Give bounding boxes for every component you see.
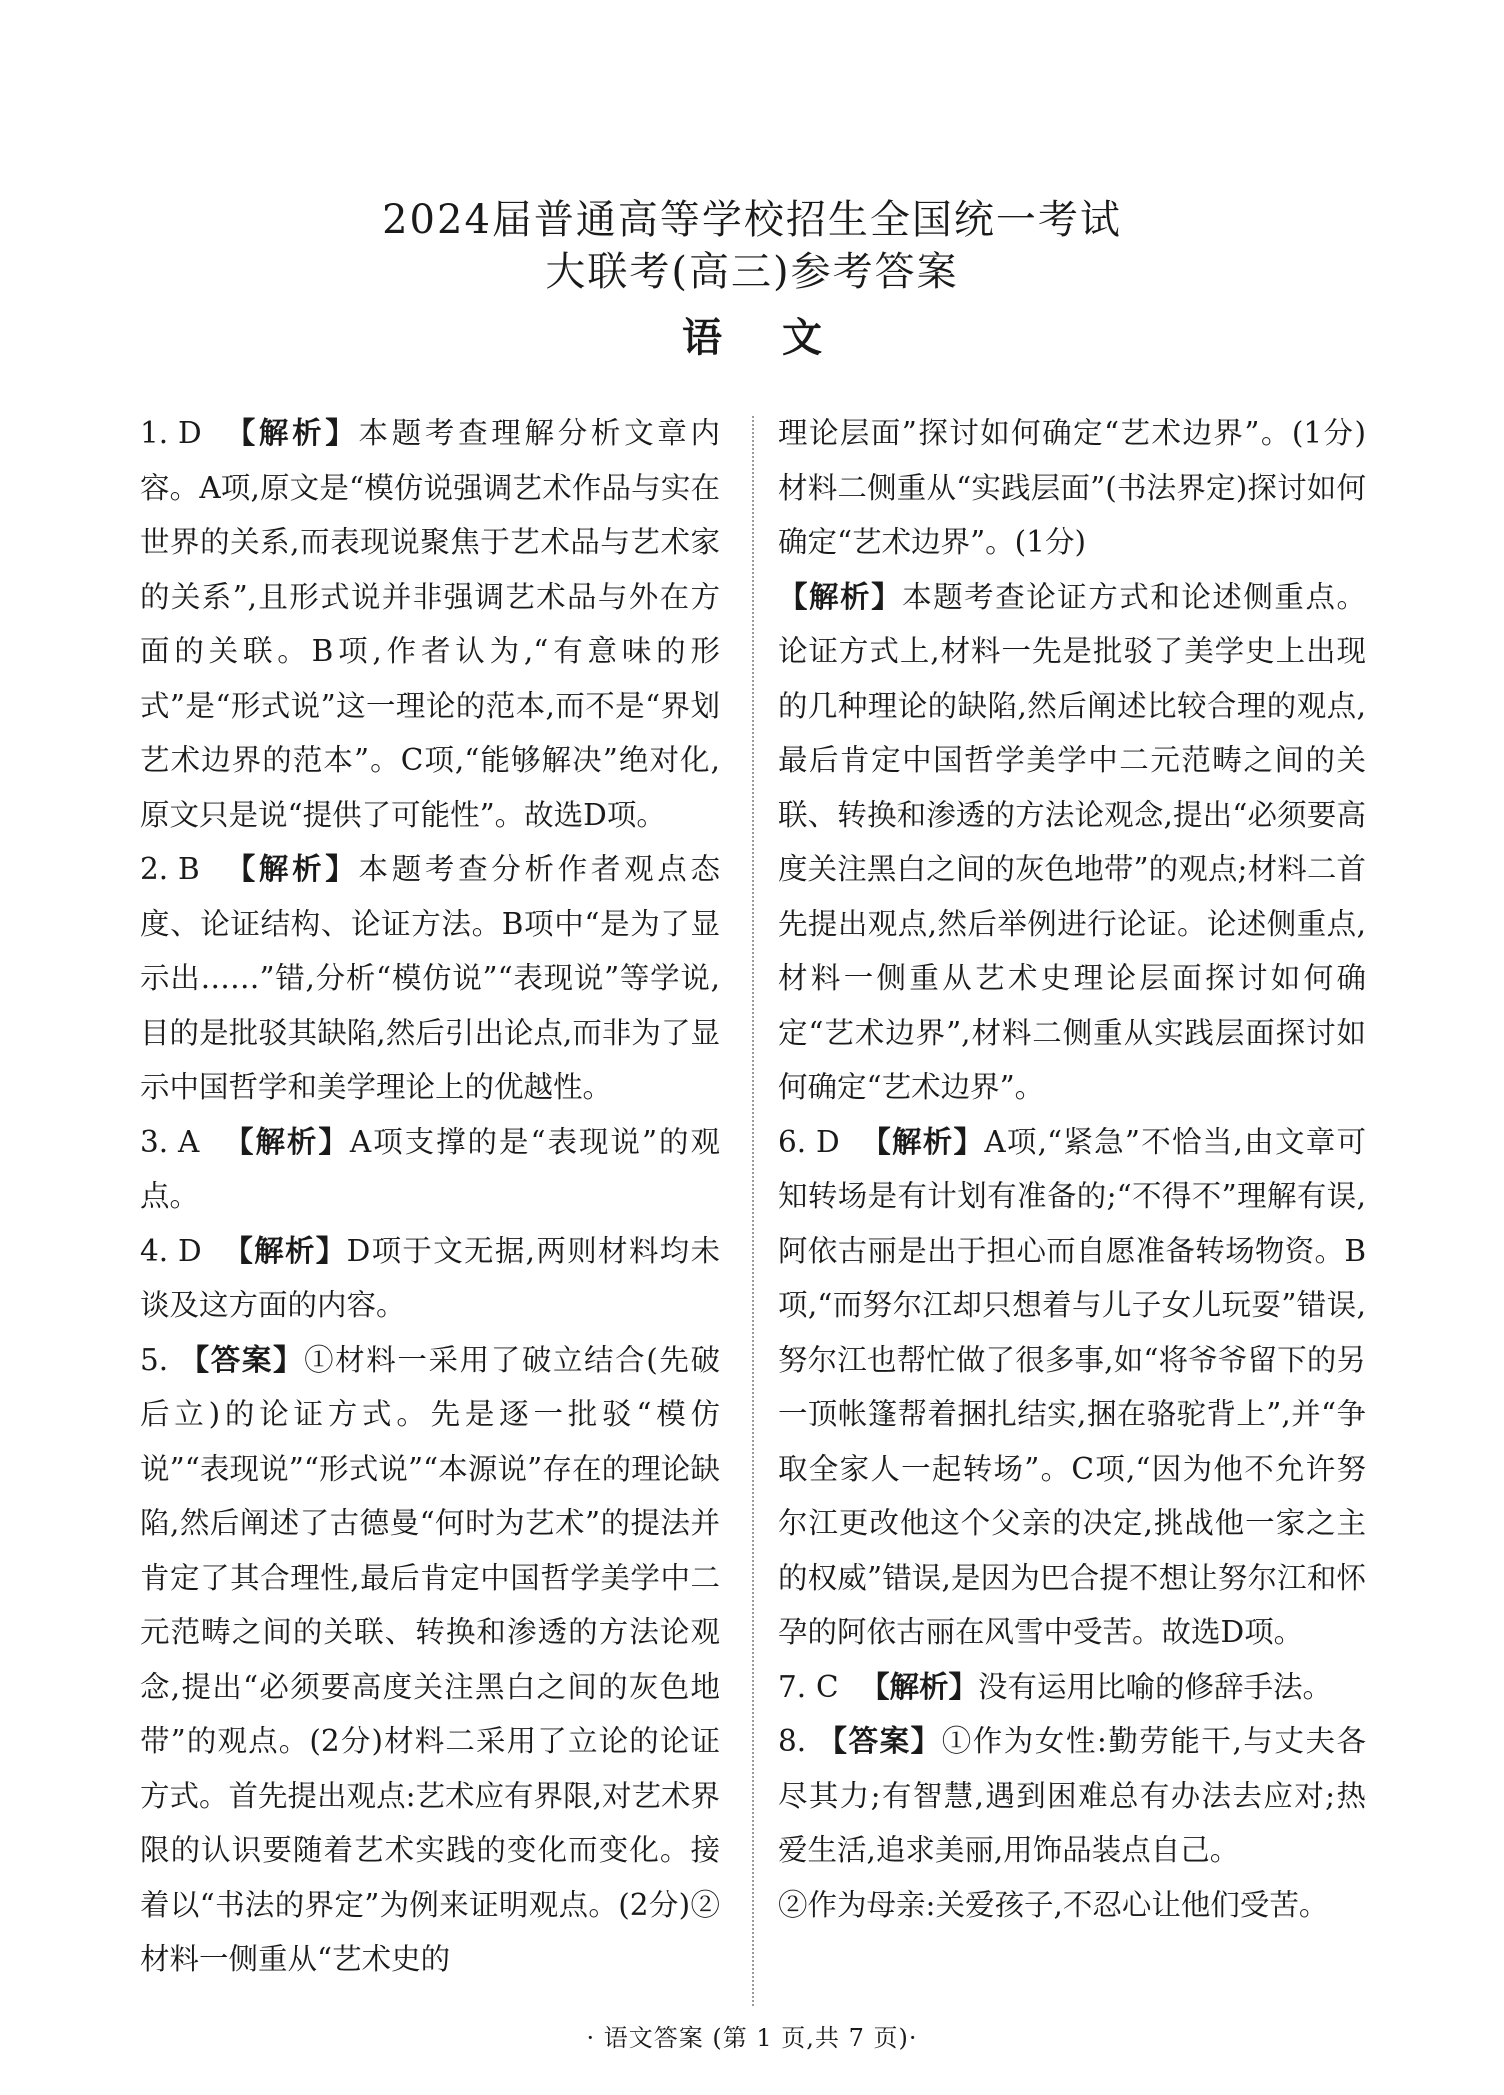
item-text: 本题考查理解分析文章内容。A项,原文是“模仿说强调艺术作品与实在世界的关系,而表现说聚焦于艺术品与艺术家的关系”,且形式说并非强调艺术品与外在方面的关联。B项,作者认为,“有意味的形式”是“形式说”这一理论的范本,而不是“界划艺术边界的范本”。C项,“能够解决”绝对化,原文只是说“提供了可能性”。故选D项。 bbox=[140, 416, 720, 832]
answer-item-5-continued bbox=[778, 406, 1366, 570]
left-column bbox=[140, 406, 720, 1987]
item-number: 1. bbox=[140, 416, 169, 450]
analysis-tag: 【解析】 bbox=[222, 1124, 350, 1159]
analysis-tag: 【解析】 bbox=[222, 416, 359, 450]
item-number: 4. bbox=[140, 1233, 169, 1268]
item-text: D项于文无据,两则材料均未谈及这方面的内容。 bbox=[140, 1233, 720, 1322]
subject-char-1: 语 bbox=[682, 315, 722, 361]
item-choice: D bbox=[178, 416, 202, 450]
item-choice: D bbox=[816, 1124, 840, 1159]
item-choice: C bbox=[816, 1669, 839, 1704]
item-text: ②作为母亲:关爱孩子,不忍心让他们受苦。 bbox=[778, 1887, 1329, 1922]
item-text: 本题考查分析作者观点态度、论证结构、论证方法。B项中“是为了显示出……”错,分析“模仿说”“表现说”等学说,目的是批驳其缺陷,然后引出论点,而非为了显示中国哲学和美学理论上的优越性。 bbox=[140, 852, 720, 1104]
analysis-tag: 【解析】 bbox=[222, 1233, 347, 1268]
subject-heading bbox=[0, 306, 1504, 363]
exam-subtitle: 大联考(高三)参考答案 bbox=[545, 249, 959, 295]
subject-char-2: 文 bbox=[782, 315, 822, 361]
item-number: 7. bbox=[778, 1669, 807, 1704]
item-text: A项,“紧急”不恰当,由文章可知转场是有计划有准备的;“不得不”理解有误,阿依古丽是出于担心而自愿准备转场物资。B项,“而努尔江却只想着与儿子女儿玩耍”错误,努尔江也帮忙做了很多事,如“将爷爷留下的另一顶帐篷帮着捆扎结实,捆在骆驼背上”,并“争取全家人一起转场”。C项,“因为他不允许努尔江更改他这个父亲的决定,挑战他一家之主的权威”错误,是因为巴合提不想让努尔江和怀孕的阿依古丽在风雪中受苦。故选D项。 bbox=[778, 1124, 1366, 1649]
analysis-tag: 【解析】 bbox=[860, 1669, 979, 1704]
analysis-tag: 【解析】 bbox=[778, 579, 903, 614]
item-text: 理论层面”探讨如何确定“艺术边界”。(1分)材料二侧重从“实践层面”(书法界定)探讨如何确定“艺术边界”。(1分) bbox=[778, 416, 1366, 559]
answer-tag: 【答案】 bbox=[816, 1724, 942, 1758]
answer-tag: 【答案】 bbox=[178, 1342, 305, 1377]
exam-title: 2024届普通高等学校招生全国统一考试 bbox=[382, 197, 1122, 243]
answer-item-5-analysis bbox=[778, 570, 1366, 1115]
answer-item-6 bbox=[778, 1115, 1366, 1660]
item-text: 本题考查论证方式和论述侧重点。论证方式上,材料一先是批驳了美学史上出现的几种理论的缺陷,然后阐述比较合理的观点,最后肯定中国哲学美学中二元范畴之间的关联、转换和渗透的方法论观念,提出“必须要高度关注黑白之间的灰色地带”的观点;材料二首先提出观点,然后举例进行论证。论述侧重点,材料一侧重从艺术史理论层面探讨如何确定“艺术边界”,材料二侧重从实践层面探讨如何确定“艺术边界”。 bbox=[778, 579, 1366, 1104]
item-text: ①作为女性:勤劳能干,与丈夫各尽其力;有智慧,遇到困难总有办法去应对;热爱生活,追求美丽,用饰品装点自己。 bbox=[778, 1724, 1366, 1867]
answer-item-2 bbox=[140, 842, 720, 1115]
answer-item-8-part-2 bbox=[778, 1878, 1366, 1933]
answer-item-7 bbox=[778, 1660, 1366, 1715]
item-choice: D bbox=[178, 1233, 202, 1268]
analysis-tag: 【解析】 bbox=[222, 852, 359, 886]
item-text: ①材料一采用了破立结合(先破后立)的论证方式。先是逐一批驳“模仿说”“表现说”“形式说”“本源说”存在的理论缺陷,然后阐述了古德曼“何时为艺术”的提法并肯定了其合理性,最后肯定中国哲学美学中二元范畴之间的关联、转换和渗透的方法论观念,提出“必须要高度关注黑白之间的灰色地带”的观点。(2分)材料二采用了立论的论证方式。首先提出观点:艺术应有界限,对艺术界限的认识要随着艺术实践的变化而变化。接着以“书法的界定”为例来证明观点。(2分)②材料一侧重从“艺术史的 bbox=[140, 1342, 720, 1976]
item-number: 2. bbox=[140, 852, 169, 886]
answer-item-8 bbox=[778, 1714, 1366, 1878]
item-choice: A bbox=[178, 1124, 200, 1159]
answer-item-1 bbox=[140, 406, 720, 842]
item-text: 没有运用比喻的修辞手法。 bbox=[978, 1669, 1333, 1704]
column-divider bbox=[752, 416, 754, 2006]
page-footer: · 语文答案 (第 1 页,共 7 页)· bbox=[586, 2024, 918, 2052]
item-number: 5. bbox=[140, 1342, 169, 1377]
item-number: 8. bbox=[778, 1724, 807, 1758]
answer-item-4 bbox=[140, 1224, 720, 1333]
item-number: 3. bbox=[140, 1124, 169, 1159]
item-text: A项支撑的是“表现说”的观点。 bbox=[140, 1124, 720, 1213]
answer-item-3 bbox=[140, 1115, 720, 1224]
item-choice: B bbox=[178, 852, 200, 886]
answer-item-5 bbox=[140, 1333, 720, 1987]
right-column bbox=[778, 406, 1366, 1932]
item-number: 6. bbox=[778, 1124, 807, 1159]
analysis-tag: 【解析】 bbox=[860, 1124, 985, 1159]
